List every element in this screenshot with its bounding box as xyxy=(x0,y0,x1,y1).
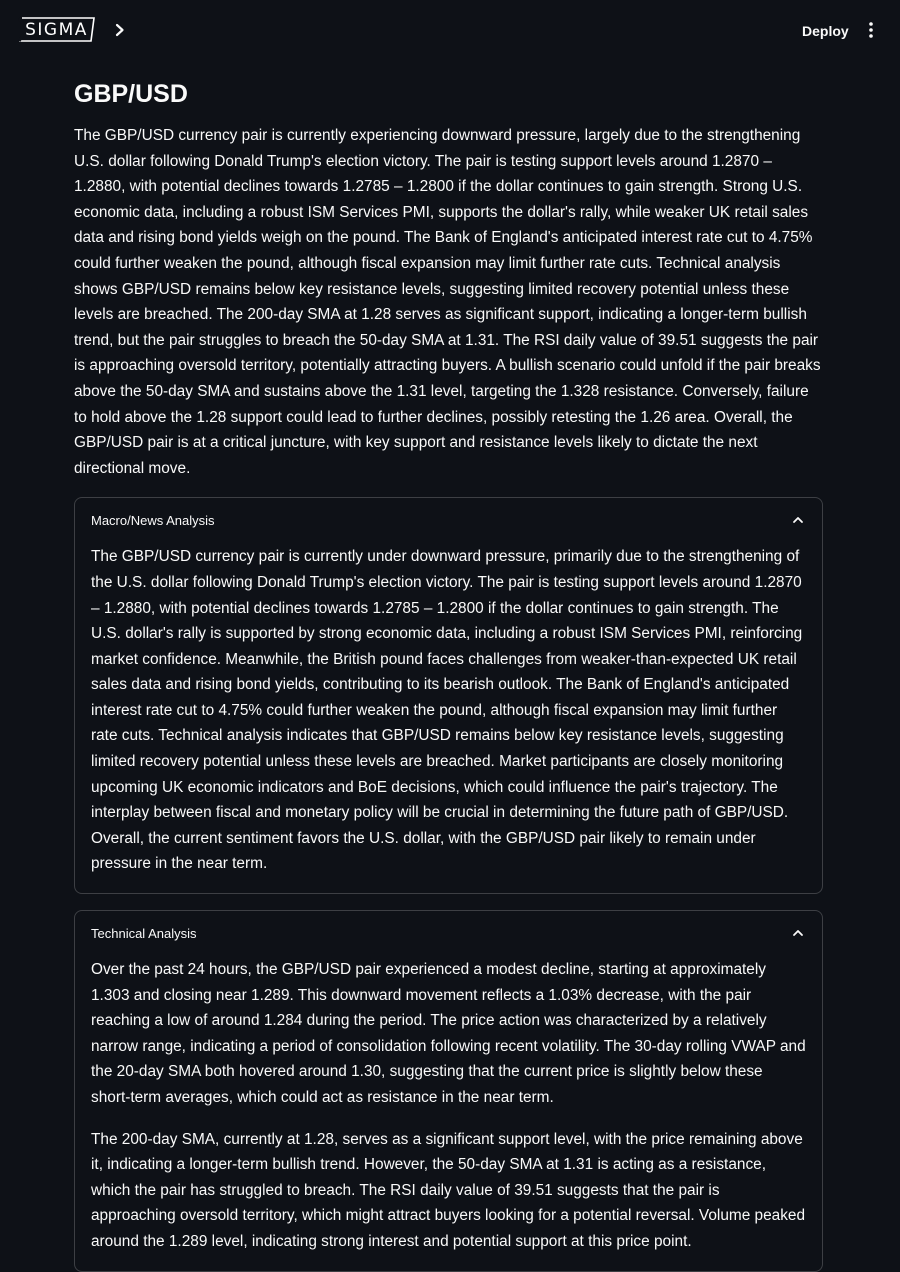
app-header xyxy=(0,0,900,60)
summary-text: The GBP/USD currency pair is currently experiencing downward pressure, largely due to the strengthening U.S. dollar following Donald Trump's election victory. The pair is testing support levels around 1.2870 – 1.2880, with potential declines towards 1.2785 – 1.2800 if the dollar continues to gain strength. Strong U.S. economic data, including a robust ISM Services PMI, supports the dollar's rally, while weaker UK retail sales data and rising bond yields weigh on the pound. The Bank of England's anticipated interest rate cut to 4.75% could further weaken the pound, although fiscal expansion may limit further rate cuts. Technical analysis shows GBP/USD remains below key resistance levels, suggesting limited recovery potential unless these levels are breached. The 200-day SMA at 1.28 serves as significant support, indicating a longer-term bullish trend, but the pair struggles to breach the 50-day SMA at 1.31. The RSI daily value of 39.51 suggests the pair is approaching oversold territory, potentially attracting buyers. A bullish scenario could unfold if the pair breaks above the 50-day SMA and sustains above the 1.31 level, targeting the 1.328 resistance. Conversely, failure to hold above the 1.28 support could lead to further declines, possibly retesting the 1.26 area. Overall, the GBP/USD pair is at a critical juncture, with key support and resistance levels likely to dictate the next directional move. xyxy=(74,127,821,477)
macro-news-text: The GBP/USD currency pair is currently under downward pressure, primarily due to the strengthening of the U.S. dollar following Donald Trump's election victory. The pair is testing support levels around 1.2870 – 1.2880, with potential declines towards 1.2785 – 1.2800 if the dollar continues to gain strength. The U.S. dollar's rally is supported by strong economic data, including a robust ISM Services PMI, reinforcing market confidence. Meanwhile, the British pound faces challenges from weaker-than-expected UK retail sales data and rising bond yields, contributing to its bearish outlook. The Bank of England's anticipated interest rate cut to 4.75% could further weaken the pound, although fiscal expansion may limit further rate cuts. Technical analysis indicates that GBP/USD remains below key resistance levels, suggesting limited recovery potential unless these levels are breached. Market participants are closely monitoring upcoming UK economic indicators and BoE decisions, which could influence the pair's trajectory. The interplay between fiscal and monetary policy will be crucial in determining the future path of GBP/USD. Overall, the current sentiment favors the U.S. dollar, with the GBP/USD pair likely to remain under pressure in the near term. xyxy=(91,548,803,873)
chevron-right-icon[interactable] xyxy=(112,20,128,40)
page-title: GBP/USD xyxy=(74,80,188,108)
chevron-up-icon[interactable] xyxy=(791,513,805,527)
technical-analysis-expander xyxy=(74,910,823,1272)
technical-analysis-title: Technical Analysis xyxy=(91,926,197,942)
sigma-logo[interactable] xyxy=(18,17,95,42)
chevron-up-icon[interactable] xyxy=(791,926,805,940)
macro-news-title: Macro/News Analysis xyxy=(91,513,215,529)
technical-paragraph: The 200-day SMA, currently at 1.28, serves as a significant support level, with the price remaining above it, indicating a longer-term bullish trend. However, the 50-day SMA at 1.31 is acting as a resistance, which the pair has struggled to breach. The RSI daily value of 39.51 suggests that the pair is approaching oversold territory, which might attract buyers looking for a potential reversal. Volume peaked around the 1.289 level, indicating strong interest and potential support at this price point. xyxy=(91,1130,806,1250)
deploy-button[interactable]: Deploy xyxy=(802,23,849,39)
technical-analysis-body xyxy=(75,957,822,1271)
main-content xyxy=(74,60,823,1272)
more-vertical-icon[interactable] xyxy=(861,20,881,40)
macro-news-expander-header[interactable] xyxy=(75,498,822,544)
macro-news-body xyxy=(75,544,822,893)
technical-paragraph: Over the past 24 hours, the GBP/USD pair experienced a modest decline, starting at approximately 1.303 and closing near 1.289. This downward movement reflects a 1.03% decrease, with the pair reaching a low of around 1.284 during the period. The price action was characterized by a relatively narrow range, indicating a period of consolidation following recent volatility. The 30-day rolling VWAP and the 20-day SMA both hovered around 1.30, suggesting that the current price is slightly below these short-term averages, which could act as resistance in the near term. xyxy=(91,961,806,1106)
technical-analysis-expander-header[interactable] xyxy=(75,911,822,957)
logo-text: SIGMA xyxy=(25,20,88,40)
macro-news-expander xyxy=(74,497,823,894)
